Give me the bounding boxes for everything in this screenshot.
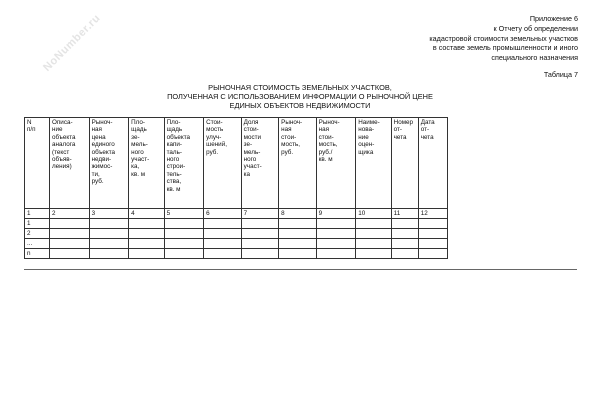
table-cell [89,249,129,259]
table-cell [241,219,279,229]
table-row [25,229,448,239]
table-header-row [25,118,448,209]
table-cell [391,229,418,239]
table-cell [241,249,279,259]
column-number: 6 [204,209,242,219]
column-number: 1 [25,209,50,219]
column-number-row [25,209,448,219]
column-header: Дата от- чета [418,118,447,209]
table-cell [279,249,317,259]
title-line: ЕДИНЫХ ОБЪЕКТОВ НЕДВИЖИМОСТИ [229,100,371,110]
row-number: n [25,249,50,259]
column-number: 11 [391,209,418,219]
column-header: N п/п [25,118,50,209]
title-line: РЫНОЧНАЯ СТОИМОСТЬ ЗЕМЕЛЬНЫХ УЧАСТКОВ, [208,83,392,92]
table-cell [129,229,164,239]
column-header: Рыноч- ная стои- мость, руб. [279,118,317,209]
table-cell [129,219,164,229]
document-title [160,84,440,110]
table-cell [418,249,447,259]
table-cell [356,219,391,229]
table-cell [279,219,317,229]
table-cell [164,249,204,259]
table-cell [356,249,391,259]
table-cell [50,239,90,249]
row-number: 1 [25,219,50,229]
table-cell [204,229,242,239]
column-header: Доля стои- мости зе- мель- ного участ- ка [241,118,279,209]
appendix-note [429,14,578,63]
table-cell [356,229,391,239]
column-number: 8 [279,209,317,219]
table-cell [391,219,418,229]
table-cell [316,239,356,249]
table-row [25,249,448,259]
table-cell [418,239,447,249]
table-cell [356,239,391,249]
table-cell [89,239,129,249]
table-cell [418,219,447,229]
watermark: NoNumber.ru [41,12,103,74]
table-cell [89,219,129,229]
table-cell [204,239,242,249]
table-cell [164,239,204,249]
table-cell [279,229,317,239]
appendix-line: специального назначения [491,53,578,63]
table-cell [391,249,418,259]
table-cell [50,249,90,259]
column-number: 5 [164,209,204,219]
column-number: 10 [356,209,391,219]
column-header: Наиме- нова- ние оцен- щика [356,118,391,209]
table-cell [129,239,164,249]
table-cell [316,219,356,229]
table-cell [418,229,447,239]
column-number: 12 [418,209,447,219]
column-number: 9 [316,209,356,219]
row-number: 2 [25,229,50,239]
column-header: Пло- щадь зе- мель- ного участ- ка, кв. м [129,118,164,209]
appendix-line: кадастровой стоимости земельных участков [429,33,578,43]
column-number: 7 [241,209,279,219]
column-number: 2 [50,209,90,219]
table-row [25,219,448,229]
table-cell [316,229,356,239]
table-cell [164,219,204,229]
table-cell [279,239,317,249]
table-cell [204,219,242,229]
appendix-line: в составе земель промышленности и иного [432,43,578,53]
market-value-table [24,117,448,259]
appendix-line: Приложение 6 [529,14,578,23]
table-cell [89,229,129,239]
row-number: ... [25,239,50,249]
column-header: Описа- ние объекта аналога (текст объяв- ления) [50,118,90,209]
appendix-line: к Отчету об определении [493,23,578,33]
table-cell [164,229,204,239]
table-cell [50,229,90,239]
column-header: Рыноч- ная цена единого объекта недви- жимос- ти, руб. [89,118,129,209]
column-header: Рыноч- ная стои- мость, руб./ кв. м [316,118,356,209]
column-number: 4 [129,209,164,219]
table-label: Таблица 7 [543,70,578,79]
table-cell [129,249,164,259]
column-header: Пло- щадь объекта капи- таль- ного строи- тель- ства, кв. м [164,118,204,209]
table-cell [241,239,279,249]
table-cell [391,239,418,249]
bottom-divider [24,269,577,270]
column-number: 3 [89,209,129,219]
table-row [25,239,448,249]
column-header: Стои- мость улуч- шений, руб. [204,118,242,209]
column-header: Номер от- чета [391,118,418,209]
title-line: ПОЛУЧЕННАЯ С ИСПОЛЬЗОВАНИЕМ ИНФОРМАЦИИ О РЫНОЧНОЙ ЦЕНЕ [167,91,433,101]
table-cell [241,229,279,239]
table-cell [204,249,242,259]
table-cell [50,219,90,229]
table-cell [316,249,356,259]
